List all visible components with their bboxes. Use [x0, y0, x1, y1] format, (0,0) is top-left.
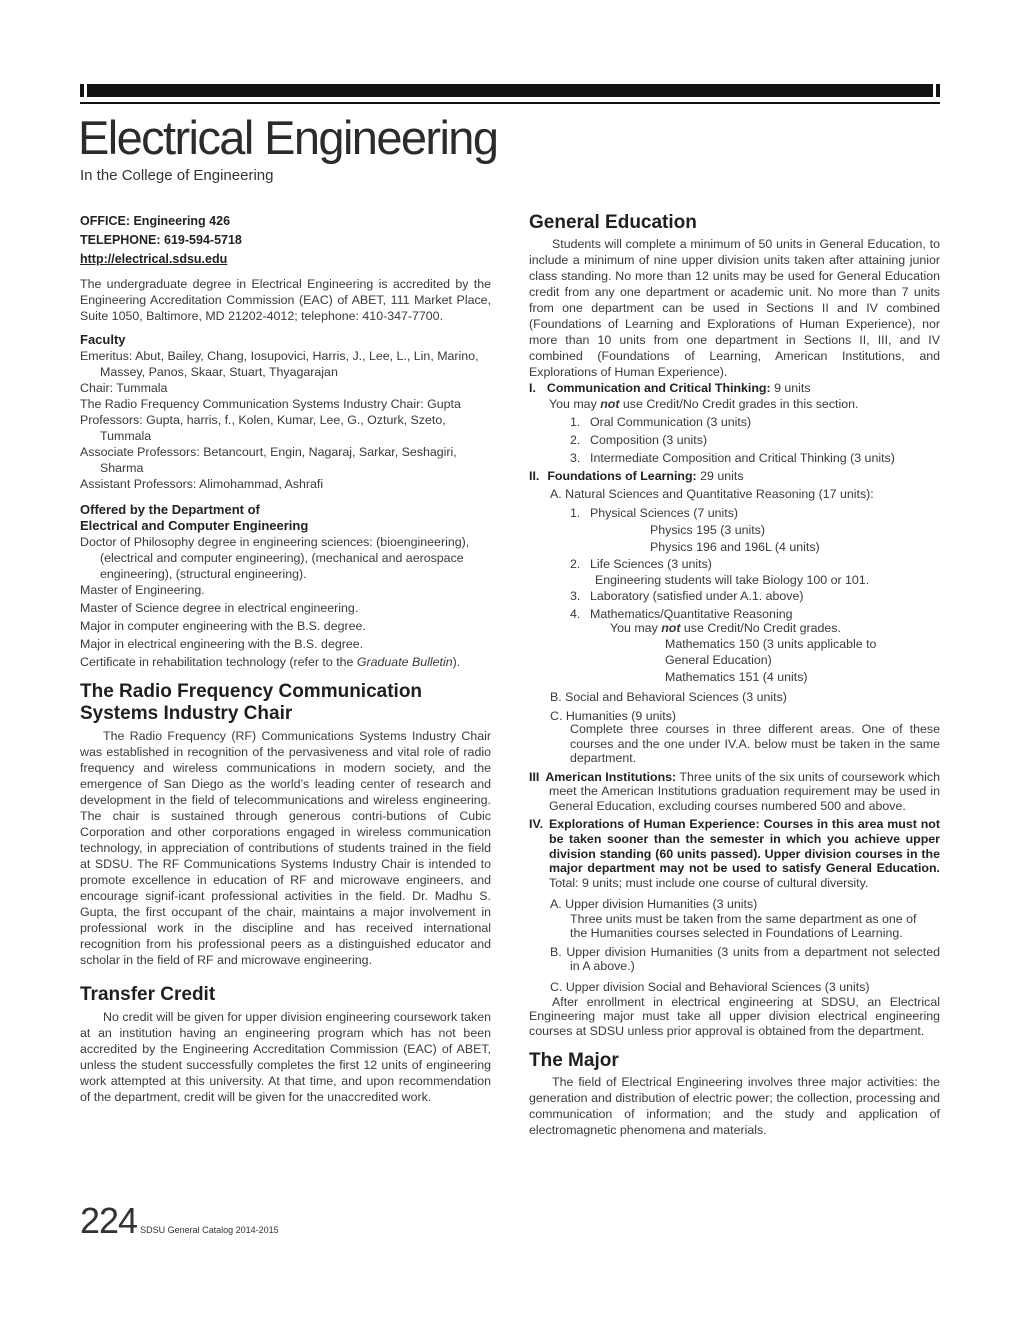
- accreditation-text: The undergraduate degree in Electrical Engineering is accredited by the Engineering Accreditation Commission (EAC) of ABET, 111 Market Place, Suite 1050, Baltimore, MD 21202-4012; telephone: 410-347-7700.: [80, 277, 491, 323]
- right-column: [529, 212, 940, 1138]
- faculty-line: The Radio Frequency Communication Systems Industry Chair: Gupta: [80, 397, 461, 411]
- note-text-end: use Credit/No Credit grades in this section.: [619, 397, 859, 411]
- course-line: Engineering students will take Biology 100 or 101.: [595, 573, 870, 587]
- header-rule-thin: [80, 102, 940, 104]
- offered-item: Major in computer engineering with the B.S. degree.: [80, 619, 366, 633]
- faculty-line: Chair: Tummala: [80, 381, 168, 395]
- note-emphasis: not: [600, 397, 620, 411]
- section-iv-title: Explorations of Human Experience: Courses in this area must not be taken sooner than the semester in which you achieve upper division standing (60 units passed). Upper division courses in the major department may not be used to satisfy General Education.: [549, 817, 940, 876]
- note-text: You may: [549, 397, 601, 411]
- telephone-line: TELEPHONE: 619-594-5718: [80, 233, 242, 247]
- section-ii: [529, 468, 940, 484]
- section-i-number: I.: [529, 381, 536, 395]
- offered-item: Major in electrical engineering with the B.S. degree.: [80, 637, 364, 651]
- section-ii-b: B. Social and Behavioral Sciences (3 units): [550, 690, 787, 704]
- certificate-bulletin-ref: Graduate Bulletin: [356, 655, 453, 669]
- faculty-list: [80, 348, 491, 492]
- note-emphasis: not: [661, 621, 681, 635]
- item-text: Intermediate Composition and Critical Thinking (3 units): [590, 451, 895, 465]
- header-rule-thick: [80, 84, 940, 97]
- list-item: [529, 556, 940, 572]
- section-iii-title: American Institutions:: [545, 769, 677, 784]
- general-education-intro: Students will complete a minimum of 50 units in General Education, to include a minimum of nine upper division units taken after attaining junior class standing. No more than 12 units may be used for General Education credit from any one department or academic unit. No more than 7 units from one department can be used in Sections II and IV combined (Foundations of Learning and Explorations of Human Experience), nor more than 10 units from one department in Sections II, III, and IV combined (Foundations of Learning, American Institutions, and Explorations of Human Experience).: [529, 237, 940, 379]
- page-footer: [80, 1200, 279, 1242]
- section-i-title: Communication and Critical Thinking:: [546, 381, 771, 395]
- faculty-line: Assistant Professors: Alimohammad, Ashrafi: [80, 477, 324, 491]
- rf-chair-heading: The Radio Frequency Communication Systems Industry Chair: [80, 681, 423, 724]
- item-number: 1.: [570, 415, 581, 429]
- section-iii-text: Three units of the six units of coursework which meet the American Institutions graduation requirement may be used in General Education, excluding courses numbered 500 and above.: [549, 769, 940, 813]
- offered-heading-line-2: Electrical and Computer Engineering: [80, 518, 309, 533]
- item-text: Laboratory (satisfied under A.1. above): [590, 589, 804, 603]
- offered-list: [80, 534, 491, 670]
- page-number: 224: [80, 1200, 138, 1241]
- transfer-credit-heading: Transfer Credit: [80, 984, 216, 1005]
- section-i-note: [529, 396, 940, 412]
- math-note: [529, 620, 940, 636]
- item-text: Composition (3 units): [590, 433, 708, 447]
- offered-heading: [80, 502, 491, 534]
- catalog-name: SDSU General Catalog 2014-2015: [140, 1225, 279, 1235]
- list-item: [570, 432, 940, 448]
- section-ii-number: II.: [529, 469, 540, 483]
- section-iii-number: III: [529, 769, 540, 784]
- website-link[interactable]: http://electrical.sdsu.edu: [80, 252, 228, 266]
- office-line: OFFICE: Engineering 426: [80, 214, 231, 228]
- section-ii-title: Foundations of Learning:: [547, 469, 697, 483]
- contact-block: [80, 212, 491, 269]
- section-iv-number: IV.: [529, 817, 544, 831]
- major-text: The field of Electrical Engineering involves three major activities: the generation and distribution of electric power; the collection, processing and communication of information; and the study and application of electromagnetic phenomena and materials.: [529, 1075, 940, 1138]
- list-item: [529, 588, 940, 604]
- section-iv-a-note: Three units must be taken from the same department as one of the Humanities courses selected in Foundations of Learning.: [570, 911, 917, 941]
- list-item: [570, 414, 940, 430]
- faculty-line: Emeritus: Abut, Bailey, Chang, Iosupovici, Harris, J., Lee, L., Lin, Marino, Massey, Panos, Skaar, Stuart, Thyagarajan: [80, 349, 479, 379]
- offered-heading-line-1: Offered by the Department of: [80, 502, 260, 517]
- section-ii-c: C. Humanities (9 units): [550, 709, 677, 723]
- offered-item: Doctor of Philosophy degree in engineering sciences: (bioengineering), (electrical and computer engineering), (mechanical and aerospace engineering), (structural engineering).: [80, 535, 470, 581]
- section-iii: [529, 770, 940, 814]
- item-text: Oral Communication (3 units): [590, 415, 752, 429]
- transfer-credit-text: No credit will be given for upper division engineering coursework taken at an institution having an engineering program which has not been accredited by the Engineering Accreditation Commission (EAC) of ABET, unless the student successfully completes the first 12 units of engineering work attempted at this university. At that time, and upon recommendation of the department, credit will be given for the unaccredited work.: [80, 1010, 491, 1104]
- left-column: [80, 212, 491, 1105]
- note-text: You may: [610, 621, 662, 635]
- faculty-line: Associate Professors: Betancourt, Engin, Nagaraj, Sarkar, Seshagiri, Sharma: [80, 445, 457, 475]
- item-number: 2.: [570, 557, 581, 571]
- item-number: 1.: [570, 506, 581, 520]
- section-iv: [529, 817, 940, 891]
- faculty-heading: Faculty: [80, 332, 126, 347]
- section-iv-a: A. Upper division Humanities (3 units): [550, 896, 758, 911]
- section-i-units: 9 units: [770, 381, 811, 395]
- list-item: [529, 505, 940, 521]
- section-i-items: [529, 414, 940, 466]
- certificate-text: Certificate in rehabilitation technology (refer to the: [80, 655, 357, 669]
- item-number: 4.: [570, 607, 581, 621]
- course-line: Physics 195 (3 units): [650, 523, 766, 537]
- item-text: Life Sciences (3 units): [590, 557, 712, 571]
- section-ii-units: 29 units: [696, 469, 744, 483]
- offered-item: Master of Engineering.: [80, 583, 205, 597]
- item-text: Physical Sciences (7 units): [590, 506, 739, 520]
- item-text: Mathematics/Quantitative Reasoning: [590, 607, 793, 621]
- section-ii-a: A. Natural Sciences and Quantitative Reasoning (17 units):: [550, 487, 874, 501]
- page-subtitle: In the College of Engineering: [80, 167, 274, 184]
- note-text-end: use Credit/No Credit grades.: [680, 621, 841, 635]
- ge-closing-text: After enrollment in electrical engineering at SDSU, an Electrical Engineering major must take all upper division electrical engineering courses at SDSU unless prior approval is obtained from the department.: [529, 994, 940, 1038]
- offered-item: Master of Science degree in electrical engineering.: [80, 601, 359, 615]
- course-line: Mathematics 150 (3 units applicable to General Education): [665, 637, 877, 667]
- item-number: 2.: [570, 433, 581, 447]
- item-number: 3.: [570, 589, 581, 603]
- general-education-heading: General Education: [529, 212, 697, 233]
- rf-chair-text: The Radio Frequency (RF) Communications Systems Industry Chair was established in recognition of the pervasiveness and vital role of radio frequency and wireless communications in modern society, and the emergence of San Diego as the world’s leading center of research and development in the field of telecommunications and wireless engineering. The chair is sustained through generous contri-butions of Cubic Corporation and other corporations engaged in wireless communication technology, in appreciation of contributions of students trained in the field at SDSU. The RF Communications Systems Industry Chair is intended to promote excellence in education of RF and microwave engineers, and encourage signif-icant professional activities in the field. Dr. Madhu S. Gupta, the first occupant of the chair, maintains a major involvement in professional work in the discipline and has received international recognition from his professional peers as a distinguished educator and scholar in the field of RF and microwave engineering.: [80, 729, 491, 967]
- section-iv-text: Total: 9 units; must include one course of cultural diversity.: [549, 876, 869, 891]
- section-i: [529, 380, 940, 396]
- section-iv-b: B. Upper division Humanities (3 units from a department not selected in A above.): [550, 944, 940, 974]
- item-number: 3.: [570, 451, 581, 465]
- section-iv-c: C. Upper division Social and Behavioral Sciences (3 units): [550, 979, 870, 994]
- offered-item-certificate: [80, 654, 491, 670]
- course-line: Mathematics 151 (4 units): [665, 670, 808, 684]
- course-line: Physics 196 and 196L (4 units): [650, 540, 820, 554]
- faculty-line: Professors: Gupta, harris, f., Kolen, Kumar, Lee, G., Ozturk, Szeto, Tummala: [80, 413, 446, 443]
- major-heading: The Major: [529, 1050, 619, 1072]
- certificate-text-end: ).: [452, 655, 461, 669]
- page-title: Electrical Engineering: [78, 111, 498, 164]
- humanities-note: Complete three courses in three different areas. One of these courses and the one under IV.A. below must be taken in the same department.: [570, 722, 940, 765]
- list-item: [570, 450, 940, 466]
